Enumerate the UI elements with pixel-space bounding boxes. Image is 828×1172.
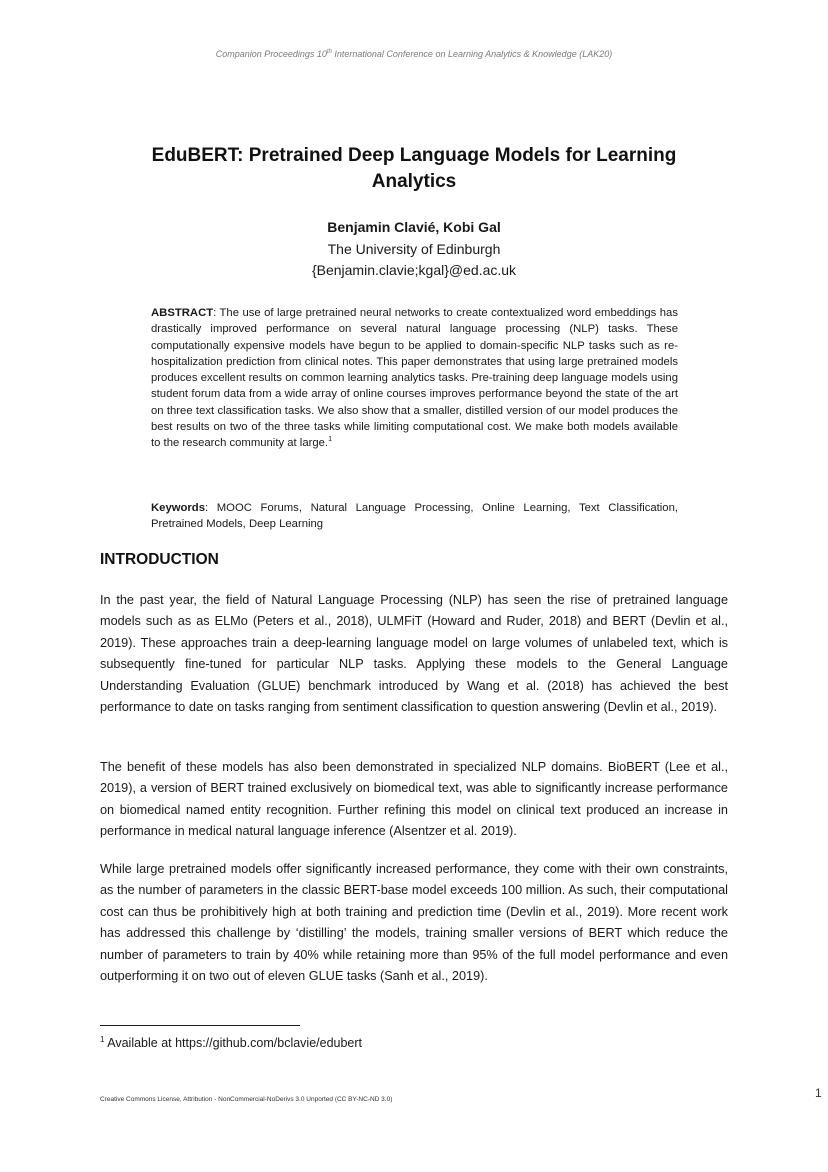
paper-affiliation: The University of Edinburgh <box>327 241 501 257</box>
keywords-label: Keywords <box>151 502 205 514</box>
page-number: 1 <box>815 1086 822 1100</box>
running-header-post: International Conference on Learning Analytics & Knowledge (LAK20) <box>331 49 613 59</box>
section-heading-introduction: INTRODUCTION <box>100 551 219 568</box>
abstract <box>151 305 678 452</box>
paper-title: EduBERT: Pretrained Deep Language Models for Learning Analytics <box>151 145 677 192</box>
running-header <box>0 49 828 59</box>
paper-email: {Benjamin.clavie;kgal}@ed.ac.uk <box>311 262 517 278</box>
running-header-sup: th <box>326 49 332 55</box>
abstract-footnote-mark: 1 <box>328 436 332 444</box>
intro-paragraph-1: In the past year, the field of Natural Language Processing (NLP) has seen the rise of pretrained language models such as as ELMo (Peters et al., 2018), ULMFiT (Howard and Ruder, 2018) and BERT (Devlin et al., 2019). These approaches train a deep-learning language model on large volumes of unlabeled text, which is subsequently fine-tuned for particular NLP tasks. Applying these models to the General Language Understanding Evaluation (GLUE) benchmark introduced by Wang et al. (2018) has achieved the best performance to date on tasks ranging from sentiment classification to question answering (Devlin et al., 2019). <box>100 593 728 715</box>
paper-authors: Benjamin Clavié, Kobi Gal <box>327 219 501 235</box>
intro-paragraph-2: The benefit of these models has also been demonstrated in specialized NLP domains. BioBERT (Lee et al., 2019), a version of BERT trained exclusively on biomedical text, was able to significantly increase performance on biomedical named entity recognition. Further refining this model on clinical text produced an increase in performance in medical natural language inference (Alsentzer et al. 2019). <box>100 760 728 839</box>
footnote-separator <box>100 1025 300 1026</box>
footnote-text: Available at https://github.com/bclavie/edubert <box>104 1036 363 1051</box>
footer-license: Creative Commons License, Attribution - NonCommercial-NoDerivs 3.0 Unported (CC BY-NC-ND 3.0) <box>100 1096 393 1103</box>
running-header-pre: Companion Proceedings 10 <box>215 49 327 59</box>
keywords-text: : MOOC Forums, Natural Language Processing, Online Learning, Text Classification, Pretrained Models, Deep Learning <box>151 502 678 531</box>
footnote-mark: 1 <box>100 1035 105 1044</box>
keywords <box>151 500 678 533</box>
footnote <box>100 1035 362 1050</box>
intro-paragraph-3: While large pretrained models offer significantly increased performance, they come with their own constraints, as the number of parameters in the classic BERT-base model exceeds 100 million. As such, their computational cost can thus be prohibitively high at both training and prediction time (Devlin et al., 2019). More recent work has addressed this challenge by ‘distilling’ the models, training smaller versions of BERT which reduce the number of parameters to train by 40% while retaining more than 95% of the full model performance and even outperforming it on two out of eleven GLUE tasks (Sanh et al., 2019). <box>100 862 728 984</box>
abstract-label: ABSTRACT <box>151 307 214 319</box>
abstract-text: : The use of large pretrained neural networks to create contextualized word embeddings has drastically improved performance on several natural language processing (NLP) tasks. These computationally expensive models have begun to be applied to domain-specific NLP tasks such as re-hospitalization prediction from clinical notes. This paper demonstrates that using large pretrained models produces excellent results on common learning analytics tasks. Pre-training deep language models using student forum data from a wide array of online courses improves performance beyond the state of the art on three text classification tasks. We also show that a smaller, distilled version of our model produces the best results on two of the three tasks while limiting computational cost. We make both models available to the research community at large. <box>151 307 678 450</box>
